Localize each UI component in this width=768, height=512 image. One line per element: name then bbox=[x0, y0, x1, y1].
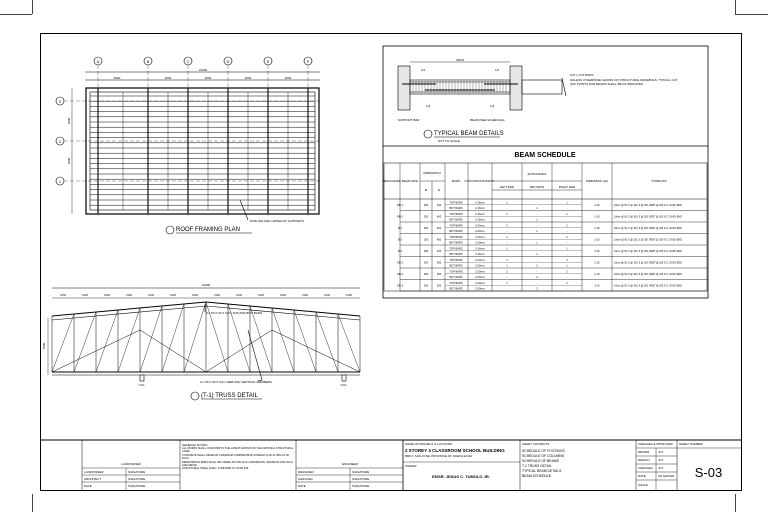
left-top: 2 bbox=[506, 224, 508, 228]
cont-top: 2-20mm bbox=[475, 270, 485, 274]
beam-mark: GB-3 bbox=[396, 284, 404, 288]
beam-mark: GB-1 bbox=[396, 261, 404, 265]
post-label: COL. bbox=[340, 383, 348, 387]
note-line: STRUCTURAL STEEL SHALL CONFORM TO ASTM A36 bbox=[182, 467, 249, 471]
left-top: 2 bbox=[506, 282, 508, 285]
bar-top: TOP BARS bbox=[449, 259, 463, 262]
web-bars: 2-10 bbox=[594, 284, 600, 288]
beam-b: 300 bbox=[423, 284, 429, 288]
stirrups: 10mm @ 50, 5 @ 100, 5 @ 150, REST @ 200 O.C. EACH END bbox=[614, 227, 682, 230]
left-top: 2 bbox=[506, 270, 508, 274]
engineer-block-label: ENGINEER bbox=[342, 462, 358, 466]
panel-dim: 1250 bbox=[60, 294, 66, 297]
panel-dim: 1500 bbox=[280, 294, 286, 297]
panel-dim: 1500 bbox=[302, 294, 308, 297]
left-bot: - bbox=[506, 207, 508, 210]
ln-label: L/4 bbox=[494, 68, 500, 72]
truss-height-dim: 2500 bbox=[42, 342, 46, 350]
owner-label: OWNER bbox=[405, 464, 417, 468]
project-name: 2 STOREY 3 CLASSROOM SCHOOL BUILDING bbox=[405, 448, 505, 453]
beam-b: 250 bbox=[423, 204, 429, 207]
eng-row-value: SIGNATURE bbox=[352, 470, 370, 474]
landowner-block-label: LANDOWNER bbox=[121, 462, 141, 466]
col-beam-mark: BEAM MARK bbox=[382, 179, 402, 183]
col-d: D bbox=[437, 188, 441, 192]
panel-dim: 1500 bbox=[324, 294, 330, 297]
right-bot: - bbox=[566, 287, 568, 291]
left-bot: - bbox=[506, 253, 508, 256]
cont-bot: 2-20mm bbox=[475, 241, 485, 245]
bar-top: TOP BARS bbox=[449, 224, 463, 228]
cont-bot: 2-16mm bbox=[475, 253, 485, 256]
col-mid: MID SPAN bbox=[529, 185, 545, 189]
sign-row-value: SIGNATURE bbox=[128, 484, 146, 488]
left-top: 1 bbox=[506, 247, 508, 251]
mid-top: - bbox=[536, 282, 538, 285]
left-top: 2 bbox=[506, 259, 508, 262]
right-top: 2 bbox=[566, 259, 568, 262]
cont-top: 2-20mm bbox=[475, 282, 485, 285]
beam-b: 300 bbox=[423, 273, 429, 276]
span-label: SPAN bbox=[456, 58, 464, 62]
mid-bot: 1 bbox=[536, 218, 538, 222]
mid-bot: 2 bbox=[536, 276, 538, 279]
beam-d: 500 bbox=[436, 261, 442, 265]
post-label: COL. bbox=[138, 383, 146, 387]
content-item: SCHEDULE OF FOOTINGS bbox=[522, 449, 565, 453]
web-bars: 2-10 bbox=[594, 227, 600, 230]
sign-row-label: LANDOWNER bbox=[84, 470, 104, 474]
cont-bot: 2-20mm bbox=[475, 264, 485, 268]
right-bot: - bbox=[566, 207, 568, 210]
bar-top: TOP BARS bbox=[449, 213, 463, 216]
note-line: REINFORCING BARS SHALL BE GRADE 40 FOR 12mm AND BELOW, GRADE 60 FOR 16mm AND ABOVE bbox=[182, 460, 294, 468]
beam-b: 300 bbox=[423, 261, 429, 265]
mid-top: - bbox=[536, 236, 538, 239]
beam-b: 250 bbox=[423, 250, 429, 253]
meta-label: DESIGN bbox=[638, 458, 650, 462]
left-bot: - bbox=[506, 276, 508, 279]
panel-dim: 1500 bbox=[236, 294, 242, 297]
col-beam-size: BEAM SIZE bbox=[401, 179, 419, 183]
ln-label: L/3 bbox=[489, 104, 495, 108]
beam-d: 400 bbox=[436, 204, 442, 207]
right-top: 2 bbox=[566, 270, 568, 274]
beam-b: 250 bbox=[423, 238, 429, 242]
web-bars: 2-10 bbox=[594, 238, 600, 242]
owner-name: ENGR. JESUS C. TUMOLO JR. bbox=[432, 474, 490, 479]
beam-d: 500 bbox=[436, 284, 442, 288]
grid-col-label: D bbox=[226, 59, 230, 64]
cont-top: 2-16mm bbox=[475, 247, 485, 251]
general-notes bbox=[182, 447, 294, 471]
right-bot: - bbox=[566, 230, 568, 233]
grid-col-label: B bbox=[146, 59, 150, 64]
mid-bot: 2 bbox=[536, 287, 538, 291]
cont-top: 2-20mm bbox=[475, 236, 485, 239]
cont-bot: 2-20mm bbox=[475, 276, 485, 279]
beam-details-scale: NOT TO SCALE bbox=[438, 139, 460, 143]
grid-row-label: 3 bbox=[58, 99, 62, 104]
schedule-row bbox=[398, 235, 707, 245]
meta-label: SCALE bbox=[638, 483, 648, 487]
beam-schedule bbox=[383, 152, 707, 291]
grid-col-label: C bbox=[186, 59, 190, 64]
roof-plan-title: ROOF FRAMING PLAN bbox=[176, 227, 241, 233]
cont-bot: 2-16mm bbox=[475, 218, 485, 222]
bar-bot: BOT BARS bbox=[449, 207, 463, 210]
meta-label: DATE bbox=[638, 474, 646, 478]
bay-dim: 4000 bbox=[204, 76, 212, 80]
mid-bot: 2 bbox=[536, 264, 538, 268]
stirrups: 10mm @ 50, 5 @ 100, 5 @ 150, REST @ 200 O.C. EACH END bbox=[614, 204, 682, 207]
mid-bot: 1 bbox=[536, 241, 538, 245]
bar-top: TOP BARS bbox=[449, 236, 463, 239]
meta-value: AS SHOWN bbox=[658, 474, 675, 478]
ln-label: L/3 bbox=[425, 104, 431, 108]
support-label: BEAM (SEE SCHEDULE) bbox=[470, 118, 505, 122]
beam-d: 500 bbox=[436, 273, 442, 276]
right-top: 1 bbox=[566, 247, 568, 251]
truss-detail bbox=[42, 283, 360, 400]
right-top: 2 bbox=[566, 236, 568, 239]
col-web: WEB BARS (10) bbox=[585, 179, 609, 183]
notes-title: GENERAL NOTES bbox=[182, 443, 208, 447]
contents-label: SHEET CONTENTS bbox=[522, 442, 550, 446]
bar-bot: BOT BARS bbox=[449, 230, 463, 233]
project-location: BRGY. SAN JOSE, PROVINCE OF NUEVA ECIJA bbox=[405, 454, 473, 458]
left-bot: - bbox=[506, 287, 508, 291]
panel-dim: 1500 bbox=[104, 294, 110, 297]
col-bars: BARS bbox=[451, 179, 461, 183]
sign-row-label: DATE bbox=[84, 484, 92, 488]
left-top: 2 bbox=[506, 236, 508, 239]
right-top: 2 bbox=[566, 224, 568, 228]
note-line: ALL WORKS SHALL CONFORM TO THE LATEST EDITION OF THE NATIONAL STRUCTURAL CODE bbox=[182, 447, 294, 454]
truss-note-top: 2-L 50 X 50 X 5mm TOP AND BOT. BARS bbox=[206, 311, 263, 315]
purlins bbox=[90, 96, 315, 205]
panel-dim: 1500 bbox=[82, 294, 88, 297]
truss-lines bbox=[98, 88, 308, 214]
schedule-row bbox=[398, 247, 707, 257]
cont-top: 2-20mm bbox=[475, 259, 485, 262]
bar-bot: BOT BARS bbox=[449, 253, 463, 256]
col-continuous: CONTINUOUS BARS bbox=[464, 179, 494, 183]
truss-title: (T-1) TRUSS DETAIL bbox=[201, 393, 258, 399]
content-item: TYPICAL BEAM DETAILS bbox=[522, 469, 562, 473]
col-dimension: DIMENSION bbox=[423, 171, 441, 175]
left-bot: - bbox=[506, 230, 508, 233]
meta-label: CHECKED bbox=[638, 466, 653, 470]
stirrups: 10mm @ 50, 5 @ 100, 5 @ 150, REST @ 200 O.C. EACH END bbox=[614, 284, 682, 288]
left-bot: 1 bbox=[506, 264, 508, 268]
bar-bot: BOT BARS bbox=[449, 287, 463, 291]
mid-bot: 1 bbox=[536, 207, 538, 210]
approval-label: CHECKED & APPROVED bbox=[638, 442, 673, 446]
mid-top: - bbox=[536, 247, 538, 251]
sign-row-value: SIGNATURE bbox=[128, 477, 146, 481]
left-top: 1 bbox=[506, 213, 508, 216]
bay-dim: 4000 bbox=[244, 76, 252, 80]
grid-row-label: 1 bbox=[58, 179, 62, 184]
content-item: SCHEDULE OF BEAMS bbox=[522, 459, 559, 463]
overall-dim: 21000 bbox=[198, 68, 208, 72]
truss-overall-dim: 21000 bbox=[201, 283, 211, 287]
web-bars: 2-10 bbox=[594, 250, 600, 253]
right-bot: 1 bbox=[566, 264, 568, 268]
meta-value: JCT bbox=[658, 458, 664, 462]
left-top: 1 bbox=[506, 201, 508, 205]
bar-top: TOP BARS bbox=[449, 201, 463, 205]
right-bot: - bbox=[566, 241, 568, 245]
eng-row-value: SIGNATURE bbox=[352, 484, 370, 488]
beam-b: 250 bbox=[423, 215, 429, 219]
mid-bot: 1 bbox=[536, 230, 538, 233]
web-bars: 2-10 bbox=[594, 273, 600, 276]
web-bars: 2-10 bbox=[594, 261, 600, 265]
beam-mark: RB-1 bbox=[397, 204, 403, 207]
right-bot: - bbox=[566, 253, 568, 256]
grid-row-label: 2 bbox=[58, 139, 62, 144]
beam-d: 400 bbox=[436, 250, 442, 253]
right-top: 1 bbox=[566, 213, 568, 216]
col-right: RIGHT END bbox=[558, 185, 576, 189]
bar-bot: BOT BARS bbox=[449, 218, 463, 222]
cont-bot: 2-20mm bbox=[475, 230, 485, 233]
panel-dim: 1500 bbox=[148, 294, 154, 297]
stirrups: 10mm @ 50, 5 @ 100, 5 @ 150, REST @ 200 O.C. EACH END bbox=[614, 215, 682, 219]
panel-dim: 1500 bbox=[126, 294, 132, 297]
panel-dim: 1500 bbox=[170, 294, 176, 297]
bar-top: TOP BARS bbox=[449, 282, 463, 285]
sheet-number: S-03 bbox=[694, 464, 723, 480]
sign-row-label: ARCHITECT bbox=[84, 477, 102, 481]
mid-top: - bbox=[536, 213, 538, 216]
beam-details-title: TYPICAL BEAM DETAILS bbox=[434, 131, 504, 137]
right-bot: - bbox=[566, 218, 568, 222]
cont-bot: 2-20mm bbox=[475, 287, 485, 291]
grid-col-label: F bbox=[306, 59, 310, 64]
support-label: SUPPORT BAR bbox=[398, 118, 420, 122]
eng-row-label: DATE bbox=[298, 484, 306, 488]
cont-bot: 2-16mm bbox=[475, 207, 485, 210]
stirrups: 10mm @ 50, 5 @ 100, 5 @ 150, REST @ 200 O.C. EACH END bbox=[614, 250, 682, 253]
stirrups: 10mm @ 50, 5 @ 100, 5 @ 150, REST @ 200 O.C. EACH END bbox=[614, 273, 682, 276]
cont-top: 2-20mm bbox=[475, 224, 485, 228]
col-b: B bbox=[424, 188, 428, 192]
schedule-title: BEAM SCHEDULE bbox=[514, 152, 576, 159]
bar-bot: BOT BARS bbox=[449, 241, 463, 245]
beam-d: 400 bbox=[436, 215, 442, 219]
project-label: NAME OF PROJECT & LOCATION bbox=[405, 442, 453, 446]
beam-mark: B-3 bbox=[397, 250, 403, 253]
cutbar-note-title: C/S = CUT BARS bbox=[570, 73, 594, 77]
purlin-note: PURLINS ARE LAPPED AT SUPPORTS bbox=[250, 219, 305, 223]
col-stirrups: STIRRUPS bbox=[651, 179, 667, 183]
meta-value: JCT bbox=[658, 466, 664, 470]
web-bars: 2-10 bbox=[594, 215, 600, 219]
bar-top: TOP BARS bbox=[449, 247, 463, 251]
bay-dim: 4000 bbox=[164, 76, 172, 80]
beam-mark: GB-2 bbox=[396, 273, 404, 276]
beam-mark: B-2 bbox=[397, 238, 403, 242]
col-extra: EXTRA BARS bbox=[527, 172, 547, 176]
cutbar-note: UNLESS OTHERWISE SHOWN ON STRUCTURAL DRAWINGS, TYPICAL CUT OFF POINTS FOR BEAMS SHALL BE AS INDICATED bbox=[570, 78, 678, 86]
mid-bot: 1 bbox=[536, 253, 538, 256]
mid-top: - bbox=[536, 259, 538, 262]
grid-col-label: E bbox=[266, 59, 270, 64]
beam-mark: B-1 bbox=[397, 227, 403, 230]
panel-dim: 1500 bbox=[192, 294, 198, 297]
panel-dim: 1500 bbox=[258, 294, 264, 297]
bar-bot: BOT BARS bbox=[449, 276, 463, 279]
grid-bubbles bbox=[94, 57, 312, 216]
bar-bot: BOT BARS bbox=[449, 264, 463, 268]
roof-outline bbox=[86, 88, 319, 214]
grid-col-label: A bbox=[96, 59, 100, 64]
web-bars: 2-10 bbox=[594, 204, 600, 207]
cont-top: 2-16mm bbox=[475, 213, 485, 216]
row-dim: 4000 bbox=[67, 157, 71, 165]
beam-b: 250 bbox=[423, 227, 429, 230]
ln-label: L/4 bbox=[420, 68, 426, 72]
bar-top: TOP BARS bbox=[449, 270, 463, 274]
mid-top: - bbox=[536, 201, 538, 205]
content-item: BEAM SCHEDULE bbox=[522, 474, 552, 478]
beam-mark: RB-2 bbox=[397, 215, 403, 219]
sign-row-value: SIGNATURE bbox=[128, 470, 146, 474]
meta-label: DRAWN bbox=[638, 450, 650, 454]
title-block bbox=[40, 440, 742, 491]
stirrups: 10mm @ 50, 5 @ 100, 5 @ 150, REST @ 200 O.C. EACH END bbox=[614, 238, 682, 242]
mid-top: - bbox=[536, 224, 538, 228]
truss-note-web: 2-L 50 X 50 X 5mm WEB AND VERTICAL MEMBERS bbox=[200, 380, 272, 384]
bay-dim: 5000 bbox=[113, 76, 121, 80]
bay-dim: 4000 bbox=[284, 76, 292, 80]
meta-value: JCT bbox=[658, 450, 664, 454]
eng-row-value: SIGNATURE bbox=[352, 477, 370, 481]
eng-row-label: CHECKED bbox=[298, 477, 313, 481]
eng-row-label: DESIGNED bbox=[298, 470, 314, 474]
panel-dim: 1250 bbox=[346, 294, 352, 297]
right-bot: - bbox=[566, 276, 568, 279]
row-dim: 4000 bbox=[67, 117, 71, 125]
stirrups: 10mm @ 50, 5 @ 100, 5 @ 150, REST @ 200 O.C. EACH END bbox=[614, 261, 682, 265]
content-item: SCHEDULE OF COLUMNS bbox=[522, 454, 565, 458]
schedule-row bbox=[398, 224, 707, 234]
note-line: CONCRETE SHALL DEVELOP A MINIMUM COMPRESSIVE STRENGTH OF 21 MPa AT 28 DAYS bbox=[182, 453, 289, 461]
mid-top: - bbox=[536, 270, 538, 274]
left-bot: - bbox=[506, 241, 508, 245]
panel-dim: 1500 bbox=[214, 294, 220, 297]
right-top: 1 bbox=[566, 201, 568, 205]
col-left: LEFT END bbox=[499, 185, 515, 189]
right-top: 2 bbox=[566, 282, 568, 285]
sheet-label: SHEET NUMBER bbox=[679, 442, 703, 446]
cont-top: 2-16mm bbox=[475, 201, 485, 205]
beam-d: 450 bbox=[436, 238, 442, 242]
left-bot: - bbox=[506, 218, 508, 222]
beam-d: 450 bbox=[436, 227, 442, 230]
content-item: T-1 TRUSS DETAIL bbox=[522, 464, 552, 468]
roof-framing-plan bbox=[56, 57, 320, 234]
